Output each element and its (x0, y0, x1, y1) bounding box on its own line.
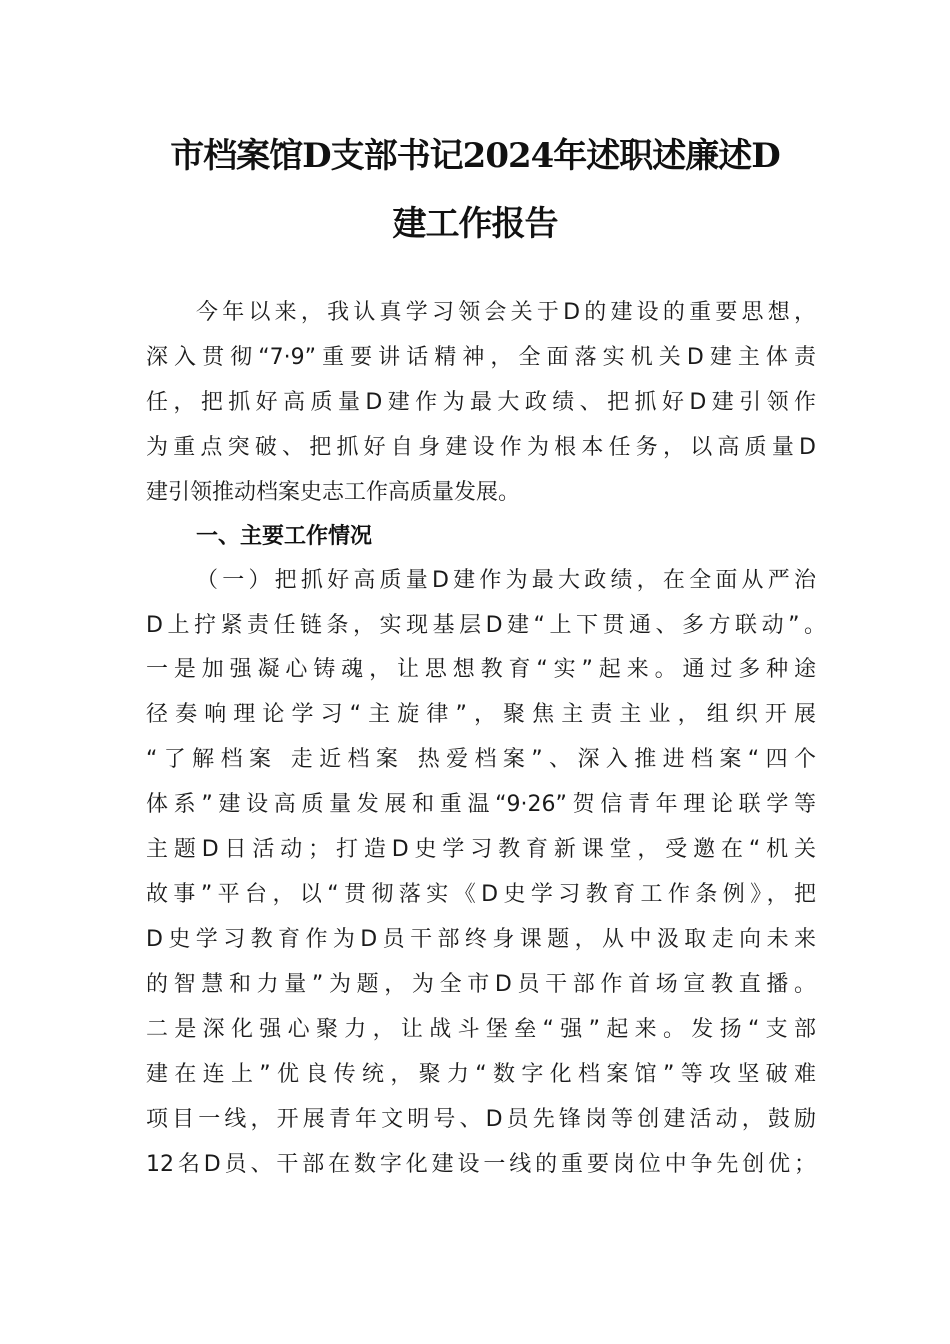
subsection-heading-line: D上拧紧责任链条，实现基层D建“上下贯通、多方联动”。 (146, 613, 826, 638)
paragraph-line: 为重点突破、把抓好自身建设作为根本任务，以高质量D (146, 435, 816, 460)
paragraph-line: 故事”平台，以“贯彻落实《D史学习教育工作条例》，把 (146, 882, 816, 907)
paragraph-line: “了解档案 走近档案 热爱档案”、深入推进档案“四个 (146, 747, 816, 772)
document-title-line-2: 建工作报告 (392, 204, 558, 244)
paragraph-line: 12名D员、干部在数字化建设一线的重要岗位中争先创优； (146, 1152, 816, 1177)
document-title-line-1: 市档案馆D支部书记2024年述职述廉述D (170, 136, 780, 176)
subsection-heading-line: （一）把抓好高质量D建作为最大政绩，在全面从严治 (196, 568, 816, 593)
paragraph-line: 建在连上”优良传统，聚力“数字化档案馆”等攻坚破难 (146, 1062, 816, 1087)
paragraph-line: 二是深化强心聚力，让战斗堡垒“强”起来。发扬“支部 (146, 1017, 816, 1042)
paragraph-line: 今年以来，我认真学习领会关于D的建设的重要思想， (196, 300, 816, 325)
paragraph-line: 径奏响理论学习“主旋律”，聚焦主责主业，组织开展 (146, 702, 816, 727)
paragraph-line: 项目一线，开展青年文明号、D员先锋岗等创建活动，鼓励 (146, 1107, 816, 1132)
paragraph-line: 深入贯彻“7·9”重要讲话精神，全面落实机关D建主体责 (146, 345, 816, 370)
paragraph-line: 一是加强凝心铸魂，让思想教育“实”起来。通过多种途 (146, 657, 816, 682)
paragraph-line: D史学习教育作为D员干部终身课题，从中汲取走向未来 (146, 927, 816, 952)
paragraph-line: 的智慧和力量”为题，为全市D员干部作首场宣教直播。 (146, 972, 816, 997)
paragraph-line: 主题D日活动；打造D史学习教育新课堂，受邀在“机关 (146, 837, 816, 862)
paragraph-line: 建引领推动档案史志工作高质量发展。 (146, 480, 521, 505)
paragraph-line: 体系”建设高质量发展和重温“9·26”贺信青年理论联学等 (146, 792, 816, 817)
paragraph-line: 任，把抓好高质量D建作为最大政绩、把抓好D建引领作 (146, 390, 816, 415)
section-heading: 一、主要工作情况 (196, 524, 373, 549)
